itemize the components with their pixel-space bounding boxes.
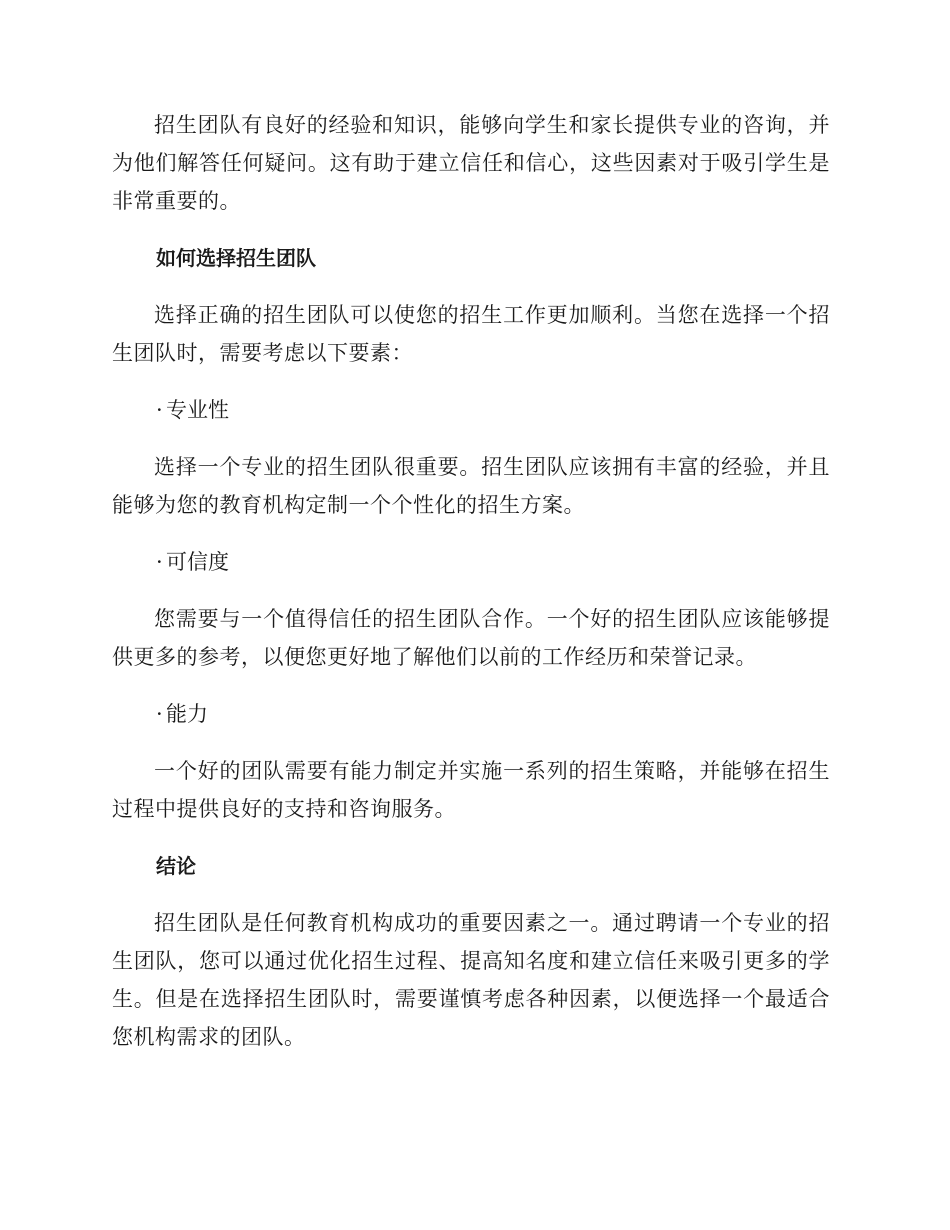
professionalism-paragraph: 选择一个专业的招生团队很重要。招生团队应该拥有丰富的经验，并且能够为您的教育机构定制一个个性化的招生方案。 — [112, 455, 830, 517]
bullet-marker: · — [156, 550, 163, 574]
intro-paragraph: 招生团队有良好的经验和知识，能够向学生和家长提供专业的咨询，并为他们解答任何疑问。这有助于建立信任和信心，这些因素对于吸引学生是非常重要的。 — [112, 113, 830, 213]
bullet-marker: · — [156, 702, 163, 726]
bullet-label: 专业性 — [166, 398, 229, 422]
section-heading-conclusion: 结论 — [156, 854, 196, 878]
bullet-capability — [112, 695, 830, 733]
choose-team-paragraph: 选择正确的招生团队可以使您的招生工作更加顺利。当您在选择一个招生团队时，需要考虑以下要素： — [112, 303, 830, 365]
bullet-credibility — [112, 543, 830, 581]
section-heading-how-to-choose: 如何选择招生团队 — [156, 246, 316, 270]
capability-paragraph: 一个好的团队需要有能力制定并实施一系列的招生策略，并能够在招生过程中提供良好的支持和咨询服务。 — [112, 759, 830, 821]
bullet-professionalism — [112, 391, 830, 429]
bullet-label: 能力 — [166, 702, 208, 726]
conclusion-paragraph: 招生团队是任何教育机构成功的重要因素之一。通过聘请一个专业的招生团队，您可以通过优化招生过程、提高知名度和建立信任来吸引更多的学生。但是在选择招生团队时，需要谨慎考虑各种因素，以便选择一个最适合您机构需求的团队。 — [112, 911, 830, 1049]
bullet-label: 可信度 — [166, 550, 229, 574]
bullet-marker: · — [156, 398, 163, 422]
credibility-paragraph: 您需要与一个值得信任的招生团队合作。一个好的招生团队应该能够提供更多的参考，以便您更好地了解他们以前的工作经历和荣誉记录。 — [112, 607, 830, 669]
